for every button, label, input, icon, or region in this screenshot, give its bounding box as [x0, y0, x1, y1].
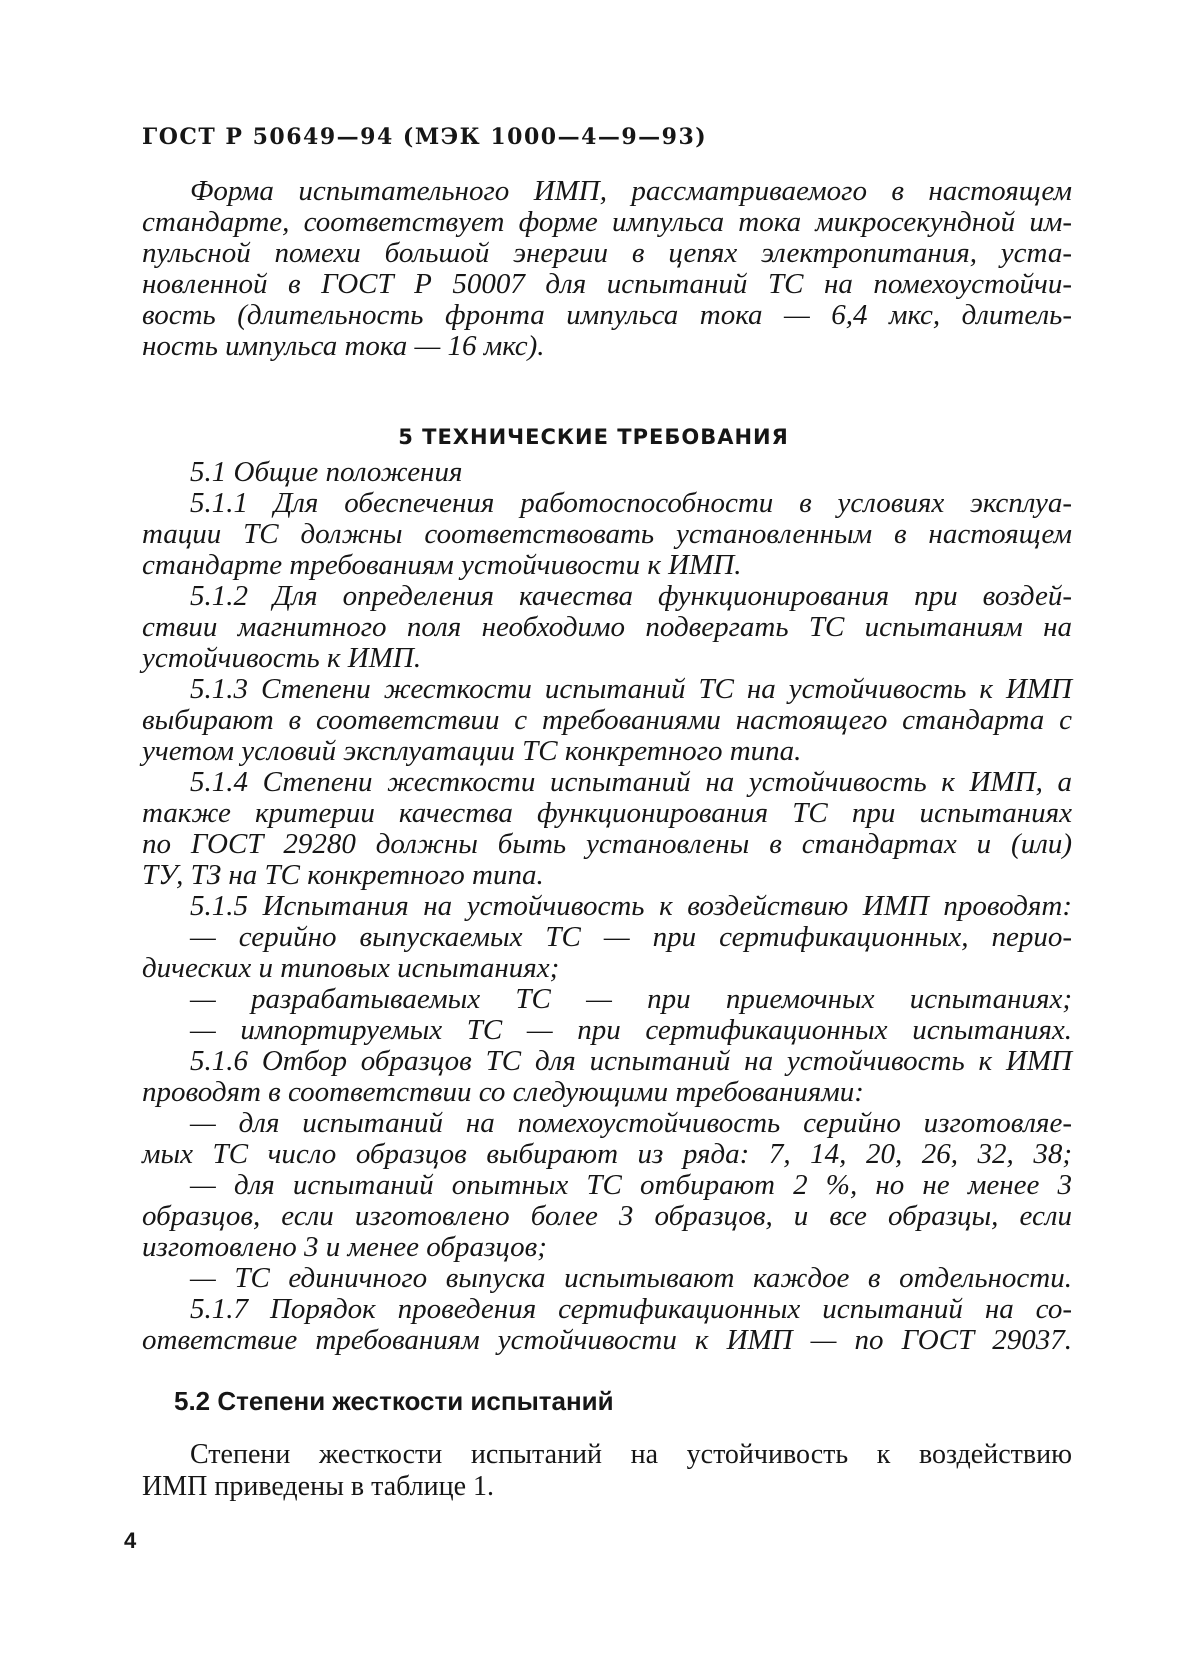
section-line-11: 5.1.4 Степени жесткости испытаний на устойчивость к ИМП, а	[190, 766, 1072, 798]
section-line-21: проводят в соответствии со следующими требованиями:	[142, 1076, 864, 1108]
intro-line-6: ность импульса тока — 16 мкс).	[142, 330, 545, 362]
section-line-24: — для испытаний опытных ТС отбирают 2 %, но не менее 3	[190, 1169, 1072, 1201]
subsection-line-2: ИМП приведены в таблице 1.	[142, 1471, 495, 1502]
section-line-20: 5.1.6 Отбор образцов ТС для испытаний на устойчивость к ИМП	[190, 1045, 1072, 1077]
section-line-26: изготовлено 3 и менее образцов;	[142, 1231, 547, 1263]
section-line-8: 5.1.3 Степени жесткости испытаний ТС на устойчивость к ИМП	[190, 673, 1072, 705]
section-line-6: ствии магнитного поля необходимо подвергать ТС испытаниям на	[142, 611, 1072, 643]
section-line-15: 5.1.5 Испытания на устойчивость к воздействию ИМП проводят:	[190, 890, 1072, 922]
section-line-18: — разрабатываемых ТС — при приемочных испытаниях;	[190, 983, 1072, 1015]
section-line-7: устойчивость к ИМП.	[142, 642, 422, 674]
section-line-2: 5.1.1 Для обеспечения работоспособности в условиях эксплуа-	[190, 487, 1072, 519]
intro-line-5: вость (длительность фронта импульса тока — 6,4 мкс, длитель-	[142, 299, 1072, 331]
section-line-16: — серийно выпускаемых ТС — при сертификационных, перио-	[190, 921, 1072, 953]
document-header: ГОСТ Р 50649—94 (МЭК 1000—4—9—93)	[142, 124, 708, 150]
subsection-line-1: Степени жесткости испытаний на устойчивость к воздействию	[190, 1439, 1072, 1470]
section-line-3: тации ТС должны соответствовать установленным в настоящем	[142, 518, 1072, 550]
section-line-10: учетом условий эксплуатации ТС конкретного типа.	[142, 735, 802, 767]
section-line-22: — для испытаний на помехоустойчивость серийно изготовляе-	[190, 1107, 1072, 1139]
section-line-13: по ГОСТ 29280 должны быть установлены в стандартах и (или)	[142, 828, 1072, 860]
section-line-25: образцов, если изготовлено более 3 образцов, и все образцы, если	[142, 1200, 1072, 1232]
intro-line-1: Форма испытательного ИМП, рассматриваемого в настоящем	[190, 175, 1072, 207]
section-line-17: дических и типовых испытаниях;	[142, 952, 560, 984]
section-line-28: 5.1.7 Порядок проведения сертификационных испытаний на со-	[190, 1293, 1072, 1325]
intro-line-4: новленной в ГОСТ Р 50007 для испытаний ТС на помехоустойчи-	[142, 268, 1072, 300]
section-line-14: ТУ, ТЗ на ТС конкретного типа.	[142, 859, 544, 891]
section-line-9: выбирают в соответствии с требованиями настоящего стандарта с	[142, 704, 1072, 736]
subsection-title: 5.2 Степени жесткости испытаний	[174, 1386, 614, 1416]
section-line-4: стандарте требованиям устойчивости к ИМП.	[142, 549, 742, 581]
section-line-12: также критерии качества функционирования ТС при испытаниях	[142, 797, 1072, 829]
intro-line-2: стандарте, соответствует форме импульса тока микросекундной им-	[142, 206, 1072, 238]
section-line-23: мых ТС число образцов выбирают из ряда: 7, 14, 20, 26, 32, 38;	[142, 1138, 1072, 1170]
section-title: 5 ТЕХНИЧЕСКИЕ ТРЕБОВАНИЯ	[398, 425, 789, 449]
intro-line-3: пульсной помехи большой энергии в цепях электропитания, уста-	[142, 237, 1072, 269]
section-line-1: 5.1 Общие положения	[190, 456, 463, 488]
section-line-5: 5.1.2 Для определения качества функционирования при воздей-	[190, 580, 1072, 612]
section-line-27: — ТС единичного выпуска испытывают каждое в отдельности.	[190, 1262, 1072, 1294]
page-number: 4	[124, 1528, 137, 1553]
section-line-19: — импортируемых ТС — при сертификационных испытаниях.	[190, 1014, 1072, 1046]
section-line-29: ответствие требованиям устойчивости к ИМП — по ГОСТ 29037.	[142, 1324, 1072, 1356]
